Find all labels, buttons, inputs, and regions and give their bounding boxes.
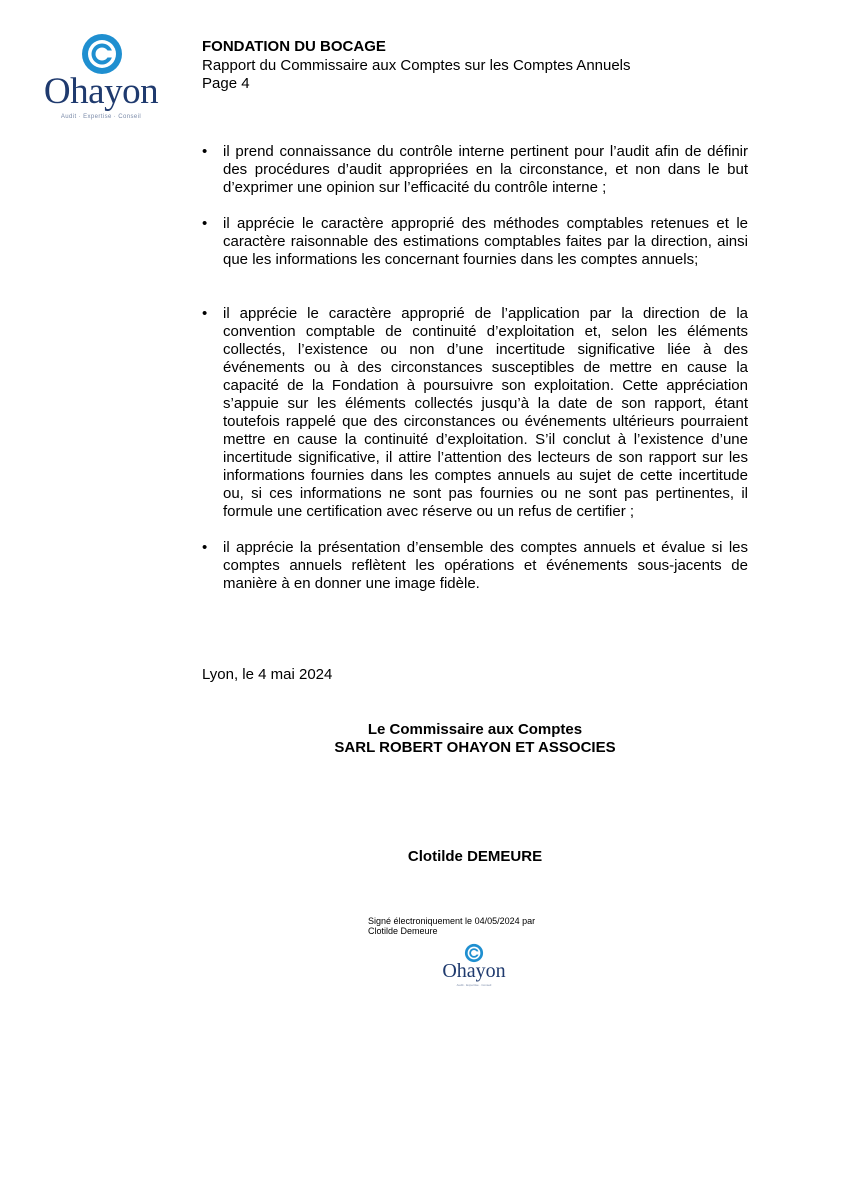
logo-wordmark: Ohayon <box>43 71 159 112</box>
electronic-signature-note <box>368 916 568 936</box>
esign-signer: Clotilde Demeure <box>368 926 438 936</box>
list-item-text: il apprécie le caractère approprié de l’application par la direction de la convention comptable de continuité d’exploitation et, selon les éléments collectés, l’existence ou non d’une incertitude significative liée à des événements ou à des circonstances susceptibles de mettre en cause la capacité de la Fondation à poursuivre son exploitation. Cette appréciation s’appuie sur les éléments collectés jusqu’à la date de son rapport, étant toutefois rappelé que des circonstances ou événements ultérieurs pourraient mettre en cause la continuité d’exploitation. S’il conclut à l’existence d’une incertitude significative, il attire l’attention des lecteurs de son rapport sur les informations fournies dans les comptes annuels au sujet de cette incertitude ou, si ces informations ne sont pas fournies ou ne sont pas pertinentes, il formule une certification avec réserve ou un refus de certifier ; <box>223 305 748 520</box>
list-item-text: il apprécie le caractère approprié des méthodes comptables retenues et le caractère raisonnable des estimations comptables faites par la direction, ainsi que les informations les concernant fournies dans les comptes annuels; <box>223 215 748 268</box>
page-header <box>202 38 631 94</box>
bullet-icon: • <box>202 539 208 556</box>
audit-firm: SARL ROBERT OHAYON ET ASSOCIES <box>334 739 616 756</box>
ohayon-circle-icon <box>80 32 124 76</box>
list-item <box>202 215 748 269</box>
list-item <box>202 539 748 593</box>
organization-name: FONDATION DU BOCAGE <box>202 38 386 55</box>
signature-header <box>202 721 748 757</box>
esign-line: Signé électroniquement le 04/05/2024 par <box>368 916 536 926</box>
logo-tagline: Audit · Expertise · Conseil <box>456 983 492 987</box>
list-item <box>202 143 748 197</box>
company-logo <box>38 32 166 126</box>
bullet-icon: • <box>202 215 208 232</box>
signatory-name: Clotilde DEMEURE <box>407 848 543 865</box>
bullet-icon: • <box>202 143 208 160</box>
list-item-text: il prend connaissance du contrôle interne pertinent pour l’audit afin de définir des procédures d’audit appropriées en la circonstance, et non dans le but d’exprimer une opinion sur l’efficacité du contrôle interne ; <box>223 143 748 196</box>
list-item-text: il apprécie la présentation d’ensemble des comptes annuels et évalue si les comptes annuels reflètent les opérations et événements sous-jacents de manière à en donner une image fidèle. <box>223 539 748 592</box>
report-title: Rapport du Commissaire aux Comptes sur les Comptes Annuels <box>202 56 631 74</box>
bullet-icon: • <box>202 305 208 322</box>
logo-wordmark: Ohayon <box>442 960 506 982</box>
audit-procedures-list <box>202 143 748 593</box>
auditor-role: Le Commissaire aux Comptes <box>367 721 583 738</box>
page-number: Page 4 <box>202 75 250 92</box>
logo-tagline: Audit · Expertise · Conseil <box>60 114 142 120</box>
date-place: Lyon, le 4 mai 2024 <box>202 666 333 683</box>
signature-logo <box>437 943 511 991</box>
list-item <box>202 305 748 521</box>
